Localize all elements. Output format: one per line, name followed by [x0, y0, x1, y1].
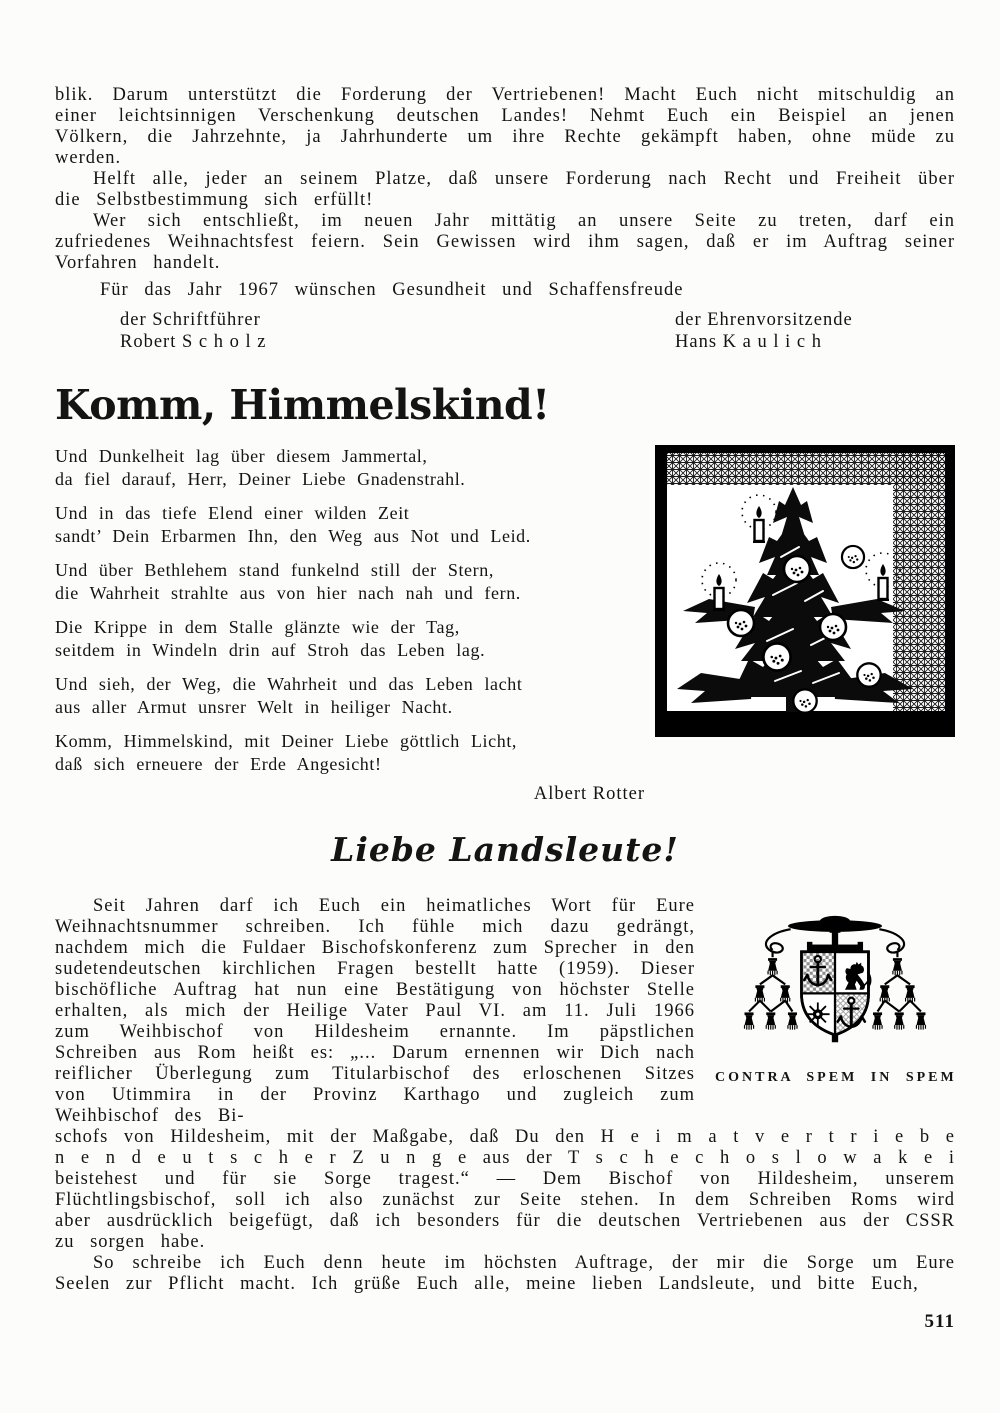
page-number: 511 [924, 1311, 955, 1332]
signature-left [120, 309, 266, 353]
intro-paragraph-1: blik. Darum unterstützt die Forderung der Vertriebenen! Macht Euch nicht mitschuldig an einer leichtsinnigen Verschenkung deutschen Landes! Nehmt Euch ein Beispiel an jenen Völkern, die Jahrzehnte, ja Jahrhunderte um ihre Rechte gekämpft haben, ohne müde zu werden. [55, 85, 955, 168]
poem-line: Und über Bethlehem stand funkelnd still der Stern, [55, 560, 494, 580]
poem-title: Komm, Himmelskind! [55, 381, 550, 429]
signature-role-right: der Ehrenvorsitzende [675, 310, 853, 330]
emblem-motto: CONTRA SPEM IN SPEM [715, 1070, 957, 1085]
poem-line: da fiel darauf, Herr, Deiner Liebe Gnadenstrahl. [55, 469, 466, 489]
poem-stanza [55, 445, 655, 491]
letter-paragraph-full: schofs von Hildesheim, mit der Maßgabe, daß Du den H e i m a t v e r t r i e b e n e n d e u t s c h e r Z u n g e aus der T s c h e c h o s l o w a k e i beistehest und für sie Sorge tragest.“ — Dem Bischof von Hildesheim, unserem Flüchtlingsbischof, soll ich also zunächst zur Seite stehen. In dem Schreiben Roms wird aber ausdrücklich beigefügt, daß ich besonders für die deutschen Vertriebenen aus der CSSR zu sorgen habe. [55, 1127, 955, 1252]
signature-right [675, 309, 955, 353]
poem-stanza [55, 559, 655, 605]
letter-paragraph-closing: So schreibe ich Euch denn heute im höchsten Auftrage, der mir die Sorge um Eure Seelen zur Pflicht macht. Ich grüße Euch alle, meine lieben Landsleute, und bitte Euch, [55, 1253, 955, 1294]
poem-text [55, 445, 655, 806]
intro-section [55, 85, 955, 353]
intro-paragraph-2: Helft alle, jeder an seinem Platze, daß unsere Forderung nach Recht und Freiheit über die Selbstbestimmung sich erfüllt! [55, 169, 955, 210]
poem-stanza [55, 730, 655, 776]
christmas-tree-icon [655, 445, 955, 737]
poem-line: Und sieh, der Weg, die Wahrheit und das Leben lacht [55, 674, 523, 694]
poem-line: daß sich erneuere der Erde Angesicht! [55, 754, 382, 774]
letter-title: Liebe Landsleute! [331, 830, 679, 869]
new-year-wishes-line: Für das Jahr 1967 wünschen Gesundheit und Schaffensfreude [100, 280, 684, 300]
poem-line: Und in das tiefe Elend einer wilden Zeit [55, 503, 410, 523]
emblem-column [715, 896, 955, 1086]
poem-stanza [55, 502, 655, 548]
poem-line: Und Dunkelheit lag über diesem Jammertal, [55, 446, 428, 466]
signature-role-left: der Schriftführer [120, 310, 261, 330]
poem-line: aus aller Armut unsrer Welt in heiliger Nacht. [55, 697, 453, 717]
poem-line: seitdem in Windeln drin auf Stroh das Leben lag. [55, 640, 486, 660]
letter-paragraph-column: Seit Jahren darf ich Euch ein heimatliches Wort für Eure Weihnachtsnummer schreiben. Ich fühle mich dazu gedrängt, nachdem mich die Fuldaer Bischofskonferenz zum Sprecher in den sudetendeutschen kirchlichen Fragen bestellt hatte (1959). Dieser bischöfliche Auftrag hat nun eine Bestätigung von höchster Stelle erhalten, als mich der Heilige Vater Paul VI. am 11. Juli 1966 zum Weihbischof von Hildesheim ernannte. Im päpstlichen Schreiben aus Rom heißt es: „... Darum ernennen wir Dich nach reiflicher Überlegung zum Titularbischof des erloschenen Sitzes von Utimmira in der Provinz Karthago und zugleich zum Weihbischof des Bi- [55, 896, 695, 1126]
poem-stanza [55, 673, 655, 719]
signature-name-left: Robert S c h o l z [120, 332, 267, 352]
bishop-coat-of-arms-illustration [740, 908, 930, 1058]
poem-stanza [55, 616, 655, 662]
poem-author: Albert Rotter [533, 784, 645, 804]
poem-line: Komm, Himmelskind, mit Deiner Liebe göttlich Licht, [55, 731, 518, 751]
poem-line: Die Krippe in dem Stalle glänzte wie der Tag, [55, 617, 460, 637]
christmas-tree-illustration [655, 445, 955, 737]
poem-line: sandt’ Dein Erbarmen Ihn, den Weg aus Not und Leid. [55, 526, 531, 546]
poem-section [55, 445, 955, 806]
signature-block [55, 309, 955, 353]
coat-of-arms-icon [740, 908, 930, 1058]
letter-section [55, 896, 955, 1127]
poem-line: die Wahrheit strahlte aus von hier nach nah und fern. [55, 583, 521, 603]
signature-name-right: Hans K a u l i c h [675, 332, 822, 352]
intro-paragraph-3: Wer sich entschließt, im neuen Jahr mittätig an unsere Seite zu treten, darf ein zufriedenes Weihnachtsfest feiern. Sein Gewissen wird ihm sagen, daß er im Auftrag seiner Vorfahren handelt. [55, 211, 955, 273]
